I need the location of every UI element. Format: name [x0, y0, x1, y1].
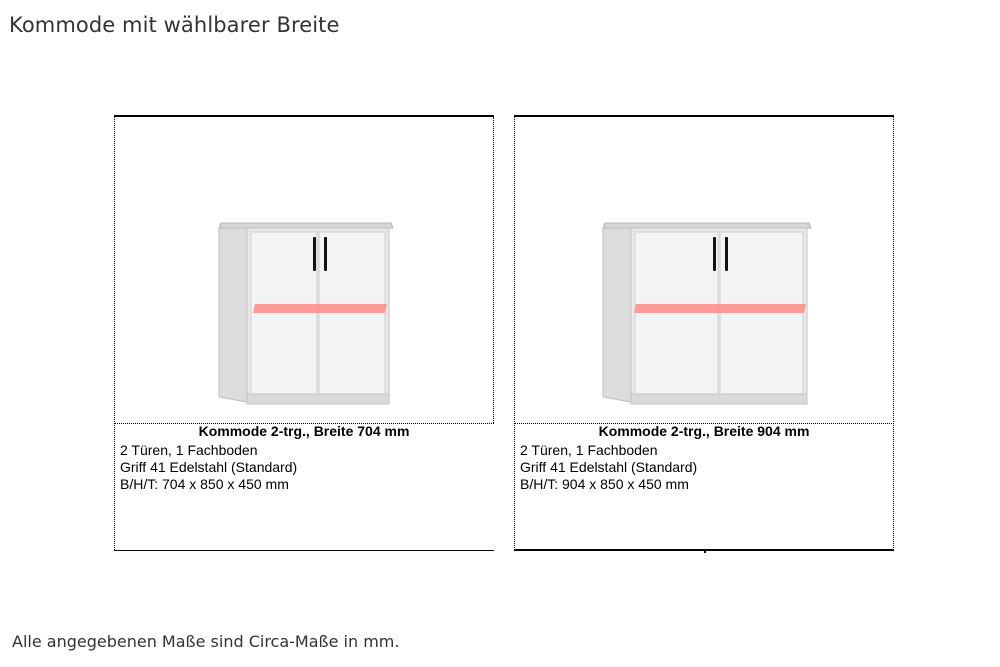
spec-doors: 2 Türen, 1 Fachboden — [120, 442, 258, 458]
product-card-704 — [114, 115, 494, 551]
product-specs — [520, 442, 697, 493]
product-caption: Kommode 2-trg., Breite 704 mm — [198, 423, 410, 439]
product-specs — [120, 442, 297, 493]
card-bottom-border — [114, 550, 494, 551]
cabinet-image-704 — [115, 117, 493, 423]
card-right-border — [893, 117, 894, 550]
card-right-border — [493, 117, 494, 423]
product-caption: Kommode 2-trg., Breite 904 mm — [598, 423, 810, 439]
spec-handle: Griff 41 Edelstahl (Standard) — [520, 459, 698, 475]
spec-dimensions: B/H/T: 704 x 850 x 450 mm — [120, 476, 289, 492]
spec-doors: 2 Türen, 1 Fachboden — [520, 442, 658, 458]
footnote: Alle angegebenen Maße sind Circa-Maße in mm. — [12, 632, 400, 651]
page-title: Kommode mit wählbarer Breite — [9, 13, 340, 37]
spec-handle: Griff 41 Edelstahl (Standard) — [120, 459, 298, 475]
spec-dimensions: B/H/T: 904 x 850 x 450 mm — [520, 476, 689, 492]
border-tick — [704, 549, 706, 553]
product-card-904 — [514, 115, 894, 551]
cabinet-image-904 — [515, 117, 893, 423]
